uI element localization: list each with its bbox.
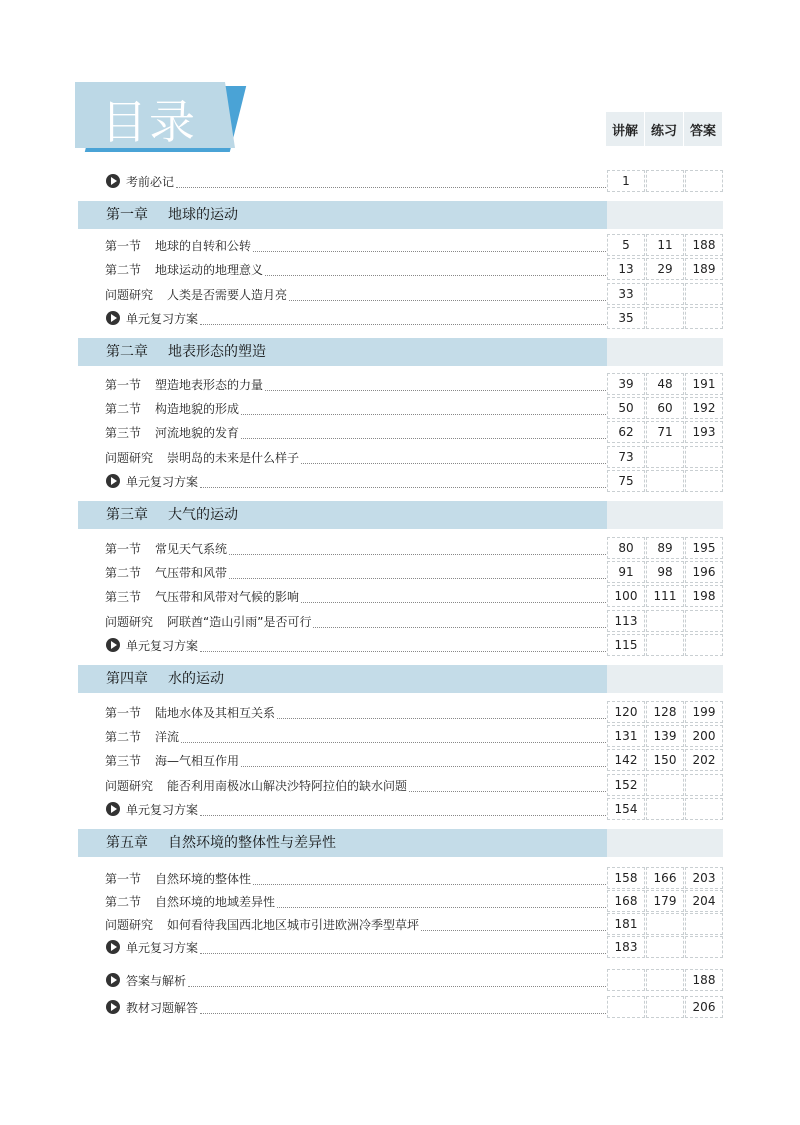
practice-page-cell: 111 <box>646 585 684 607</box>
entry-title: 自然环境的整体性 <box>155 871 252 886</box>
practice-page-cell: 166 <box>646 867 684 889</box>
entry-title: 地球的自转和公转 <box>155 238 252 253</box>
answer-page-cell: 195 <box>685 537 723 559</box>
entry-section-label: 第二节 <box>105 401 142 416</box>
dot-leader <box>253 872 606 885</box>
chapter-heading <box>78 201 726 229</box>
toc-entry[interactable] <box>78 234 726 256</box>
page-number-cells <box>607 936 724 958</box>
toc-entry[interactable] <box>78 798 726 820</box>
entry-leader <box>105 373 612 395</box>
practice-page-cell <box>646 610 684 632</box>
arrow-bullet-icon <box>106 174 120 188</box>
page-number-cells <box>607 307 724 329</box>
answer-page-cell <box>685 446 723 468</box>
entry-leader <box>105 234 612 256</box>
lecture-page-cell: 181 <box>607 913 645 935</box>
dot-leader <box>265 378 606 391</box>
page-number-cells <box>607 537 724 559</box>
lecture-page-cell: 62 <box>607 421 645 443</box>
dot-leader <box>277 706 606 719</box>
entry-leader <box>126 307 612 329</box>
lecture-page-cell: 113 <box>607 610 645 632</box>
page-number-cells <box>607 701 724 723</box>
entry-title: 单元复习方案 <box>126 638 199 653</box>
entry-title: 单元复习方案 <box>126 940 199 955</box>
title-banner <box>75 82 255 152</box>
entry-section-label: 第二节 <box>105 565 142 580</box>
lecture-page-cell: 1 <box>607 170 645 192</box>
entry-leader <box>105 283 612 305</box>
dot-leader <box>229 542 606 555</box>
entry-title: 气压带和风带 <box>155 565 228 580</box>
answer-page-cell: 188 <box>685 969 723 991</box>
page-number-cells <box>607 798 724 820</box>
entry-title: 阿联酋“造山引雨”是否可行 <box>167 614 312 629</box>
entry-title: 单元复习方案 <box>126 802 199 817</box>
chapter-bar-tail <box>607 829 723 857</box>
entry-leader <box>105 258 612 280</box>
entry-leader <box>105 421 612 443</box>
entry-section-label: 问题研究 <box>105 287 154 302</box>
chapter-title: 自然环境的整体性与差异性 <box>168 835 336 851</box>
arrow-bullet-icon <box>106 638 120 652</box>
chapter-bar-tail <box>607 338 723 366</box>
dot-leader <box>313 615 606 628</box>
toc-entry[interactable] <box>78 307 726 329</box>
dot-leader <box>188 974 606 987</box>
lecture-page-cell: 39 <box>607 373 645 395</box>
page-number-cells <box>607 913 724 935</box>
lecture-page-cell <box>607 996 645 1018</box>
lecture-page-cell: 75 <box>607 470 645 492</box>
entry-section-label: 第二节 <box>105 894 142 909</box>
lecture-page-cell: 131 <box>607 725 645 747</box>
toc-entry[interactable] <box>78 610 726 632</box>
practice-page-cell <box>646 170 684 192</box>
entry-leader <box>126 634 612 656</box>
toc-entry[interactable] <box>78 867 726 889</box>
dot-leader <box>200 312 606 325</box>
practice-page-cell: 98 <box>646 561 684 583</box>
entry-leader <box>126 969 612 991</box>
toc-entry[interactable] <box>78 749 726 771</box>
toc-entry[interactable] <box>78 996 726 1018</box>
entry-title: 河流地貌的发育 <box>155 425 240 440</box>
lecture-page-cell: 168 <box>607 890 645 912</box>
lecture-page-cell: 115 <box>607 634 645 656</box>
entry-section-label: 第一节 <box>105 238 142 253</box>
chapter-heading <box>78 338 726 366</box>
arrow-bullet-icon <box>106 802 120 816</box>
entry-title: 能否利用南极冰山解决沙特阿拉伯的缺水问题 <box>167 778 408 793</box>
entry-leader <box>105 890 612 912</box>
chapter-number: 第三章 <box>106 507 148 523</box>
entry-leader <box>105 701 612 723</box>
page-number-cells <box>607 725 724 747</box>
chapter-title: 地表形态的塑造 <box>168 344 266 360</box>
lecture-page-cell: 183 <box>607 936 645 958</box>
practice-page-cell <box>646 996 684 1018</box>
lecture-page-cell: 33 <box>607 283 645 305</box>
entry-leader <box>126 798 612 820</box>
toc-entry[interactable] <box>78 701 726 723</box>
dot-leader <box>241 754 606 767</box>
entry-title: 海—气相互作用 <box>155 753 240 768</box>
entry-leader <box>105 561 612 583</box>
chapter-title: 地球的运动 <box>168 207 238 223</box>
answer-page-cell <box>685 798 723 820</box>
entry-leader <box>126 996 612 1018</box>
entry-title: 人类是否需要人造月亮 <box>167 287 288 302</box>
column-header-answer: 答案 <box>684 112 722 146</box>
lecture-page-cell: 100 <box>607 585 645 607</box>
lecture-page-cell: 142 <box>607 749 645 771</box>
page-number-cells <box>607 774 724 796</box>
column-headers <box>606 112 723 146</box>
page-number-cells <box>607 890 724 912</box>
lecture-page-cell <box>607 969 645 991</box>
answer-page-cell: 188 <box>685 234 723 256</box>
entry-section-label: 问题研究 <box>105 917 154 932</box>
practice-page-cell: 11 <box>646 234 684 256</box>
lecture-page-cell: 5 <box>607 234 645 256</box>
toc-entry[interactable] <box>78 561 726 583</box>
column-header-practice: 练习 <box>645 112 683 146</box>
chapter-heading <box>78 665 726 693</box>
lecture-page-cell: 154 <box>607 798 645 820</box>
toc-entry[interactable] <box>78 537 726 559</box>
entry-title: 自然环境的地域差异性 <box>155 894 276 909</box>
page-number-cells <box>607 470 724 492</box>
arrow-bullet-icon <box>106 474 120 488</box>
entry-leader <box>105 446 612 468</box>
dot-leader <box>200 639 606 652</box>
entry-title: 答案与解析 <box>126 973 187 988</box>
column-header-lecture: 讲解 <box>606 112 644 146</box>
entry-section-label: 第一节 <box>105 541 142 556</box>
entry-section-label: 第三节 <box>105 753 142 768</box>
practice-page-cell: 128 <box>646 701 684 723</box>
chapter-title: 水的运动 <box>168 671 224 687</box>
practice-page-cell <box>646 307 684 329</box>
entry-title: 常见天气系统 <box>155 541 228 556</box>
page-number-cells <box>607 421 724 443</box>
entry-leader <box>105 610 612 632</box>
entry-leader <box>105 537 612 559</box>
chapter-title: 大气的运动 <box>168 507 238 523</box>
practice-page-cell <box>646 936 684 958</box>
entry-title: 崇明岛的未来是什么样子 <box>167 450 300 465</box>
answer-page-cell <box>685 283 723 305</box>
answer-page-cell: 196 <box>685 561 723 583</box>
toc-entry[interactable] <box>78 634 726 656</box>
chapter-bar <box>78 665 607 693</box>
lecture-page-cell: 73 <box>607 446 645 468</box>
practice-page-cell <box>646 774 684 796</box>
toc-entry[interactable] <box>78 936 726 958</box>
toc-entry[interactable] <box>78 585 726 607</box>
entry-section-label: 问题研究 <box>105 778 154 793</box>
dot-leader <box>200 941 606 954</box>
practice-page-cell <box>646 634 684 656</box>
dot-leader <box>289 288 606 301</box>
chapter-bar <box>78 338 607 366</box>
dot-leader <box>200 803 606 816</box>
entry-title: 陆地水体及其相互关系 <box>155 705 276 720</box>
entry-title: 如何看待我国西北地区城市引进欧洲冷季型草坪 <box>167 917 420 932</box>
page-number-cells <box>607 397 724 419</box>
lecture-page-cell: 91 <box>607 561 645 583</box>
chapter-number: 第五章 <box>106 835 148 851</box>
page-number-cells <box>607 373 724 395</box>
dot-leader <box>301 451 606 464</box>
answer-page-cell: 199 <box>685 701 723 723</box>
answer-page-cell <box>685 470 723 492</box>
page-number-cells <box>607 969 724 991</box>
answer-page-cell <box>685 774 723 796</box>
entry-section-label: 第二节 <box>105 729 142 744</box>
dot-leader <box>241 402 606 415</box>
arrow-bullet-icon <box>106 1000 120 1014</box>
entry-title: 地球运动的地理意义 <box>155 262 264 277</box>
dot-leader <box>409 779 606 792</box>
chapter-bar-tail <box>607 201 723 229</box>
lecture-page-cell: 80 <box>607 537 645 559</box>
page-number-cells <box>607 258 724 280</box>
practice-page-cell <box>646 798 684 820</box>
answer-page-cell <box>685 913 723 935</box>
chapter-bar <box>78 201 607 229</box>
entry-leader <box>126 936 612 958</box>
practice-page-cell <box>646 969 684 991</box>
practice-page-cell: 60 <box>646 397 684 419</box>
answer-page-cell <box>685 936 723 958</box>
entry-leader <box>126 470 612 492</box>
entry-leader <box>105 867 612 889</box>
lecture-page-cell: 35 <box>607 307 645 329</box>
toc-entry[interactable] <box>78 913 726 935</box>
practice-page-cell: 179 <box>646 890 684 912</box>
chapter-bar-tail <box>607 665 723 693</box>
toc-entry[interactable] <box>78 890 726 912</box>
answer-page-cell <box>685 307 723 329</box>
page-number-cells <box>607 996 724 1018</box>
toc-entry[interactable] <box>78 969 726 991</box>
toc-entry[interactable] <box>78 373 726 395</box>
entry-title: 气压带和风带对气候的影响 <box>155 589 300 604</box>
practice-page-cell <box>646 283 684 305</box>
toc-entry[interactable] <box>78 470 726 492</box>
answer-page-cell: 206 <box>685 996 723 1018</box>
entry-section-label: 第三节 <box>105 425 142 440</box>
practice-page-cell <box>646 446 684 468</box>
practice-page-cell <box>646 470 684 492</box>
lecture-page-cell: 50 <box>607 397 645 419</box>
entry-section-label: 第一节 <box>105 871 142 886</box>
arrow-bullet-icon <box>106 973 120 987</box>
entry-section-label: 第一节 <box>105 705 142 720</box>
entry-section-label: 第二节 <box>105 262 142 277</box>
chapter-bar <box>78 501 607 529</box>
dot-leader <box>229 566 606 579</box>
page-number-cells <box>607 170 724 192</box>
dot-leader <box>200 1001 606 1014</box>
answer-page-cell <box>685 634 723 656</box>
lecture-page-cell: 158 <box>607 867 645 889</box>
toc-entry[interactable] <box>78 725 726 747</box>
page-number-cells <box>607 749 724 771</box>
toc-entry[interactable] <box>78 446 726 468</box>
dot-leader <box>241 426 606 439</box>
lecture-page-cell: 120 <box>607 701 645 723</box>
answer-page-cell: 191 <box>685 373 723 395</box>
chapter-bar <box>78 829 607 857</box>
entry-section-label: 问题研究 <box>105 450 154 465</box>
answer-page-cell: 198 <box>685 585 723 607</box>
entry-title: 单元复习方案 <box>126 311 199 326</box>
toc-entry[interactable] <box>78 258 726 280</box>
chapter-heading <box>78 501 726 529</box>
dot-leader <box>421 918 606 931</box>
entry-leader <box>105 397 612 419</box>
lecture-page-cell: 152 <box>607 774 645 796</box>
answer-page-cell: 204 <box>685 890 723 912</box>
chapter-number: 第二章 <box>106 344 148 360</box>
page-number-cells <box>607 585 724 607</box>
entry-leader <box>105 749 612 771</box>
entry-section-label: 问题研究 <box>105 614 154 629</box>
arrow-bullet-icon <box>106 311 120 325</box>
page-number-cells <box>607 234 724 256</box>
lecture-page-cell: 13 <box>607 258 645 280</box>
practice-page-cell <box>646 913 684 935</box>
answer-page-cell: 189 <box>685 258 723 280</box>
entry-leader <box>105 913 612 935</box>
answer-page-cell: 193 <box>685 421 723 443</box>
dot-leader <box>176 175 606 188</box>
practice-page-cell: 29 <box>646 258 684 280</box>
practice-page-cell: 48 <box>646 373 684 395</box>
toc-entry[interactable] <box>78 774 726 796</box>
entry-title: 教材习题解答 <box>126 1000 199 1015</box>
toc-entry[interactable] <box>78 283 726 305</box>
entry-leader <box>105 585 612 607</box>
page-number-cells <box>607 634 724 656</box>
answer-page-cell <box>685 610 723 632</box>
chapter-heading <box>78 829 726 857</box>
page-number-cells <box>607 561 724 583</box>
entry-title: 构造地貌的形成 <box>155 401 240 416</box>
toc-entry[interactable] <box>78 170 726 192</box>
entry-leader <box>105 725 612 747</box>
entry-title: 单元复习方案 <box>126 474 199 489</box>
dot-leader <box>277 895 606 908</box>
page-title: 目录 <box>101 95 197 149</box>
toc-entry[interactable] <box>78 397 726 419</box>
toc-entry[interactable] <box>78 421 726 443</box>
answer-page-cell: 202 <box>685 749 723 771</box>
practice-page-cell: 71 <box>646 421 684 443</box>
dot-leader <box>265 263 606 276</box>
page-number-cells <box>607 867 724 889</box>
entry-title: 洋流 <box>155 729 180 744</box>
answer-page-cell: 203 <box>685 867 723 889</box>
practice-page-cell: 150 <box>646 749 684 771</box>
page-number-cells <box>607 610 724 632</box>
page-number-cells <box>607 283 724 305</box>
chapter-number: 第四章 <box>106 671 148 687</box>
entry-title: 塑造地表形态的力量 <box>155 377 264 392</box>
entry-leader <box>105 774 612 796</box>
entry-title: 考前必记 <box>126 174 175 189</box>
chapter-bar-tail <box>607 501 723 529</box>
dot-leader <box>301 590 606 603</box>
dot-leader <box>200 475 606 488</box>
dot-leader <box>181 730 606 743</box>
entry-section-label: 第三节 <box>105 589 142 604</box>
entry-leader <box>126 170 612 192</box>
page-number-cells <box>607 446 724 468</box>
practice-page-cell: 139 <box>646 725 684 747</box>
practice-page-cell: 89 <box>646 537 684 559</box>
answer-page-cell: 192 <box>685 397 723 419</box>
entry-section-label: 第一节 <box>105 377 142 392</box>
arrow-bullet-icon <box>106 940 120 954</box>
chapter-number: 第一章 <box>106 207 148 223</box>
answer-page-cell <box>685 170 723 192</box>
dot-leader <box>253 239 606 252</box>
answer-page-cell: 200 <box>685 725 723 747</box>
